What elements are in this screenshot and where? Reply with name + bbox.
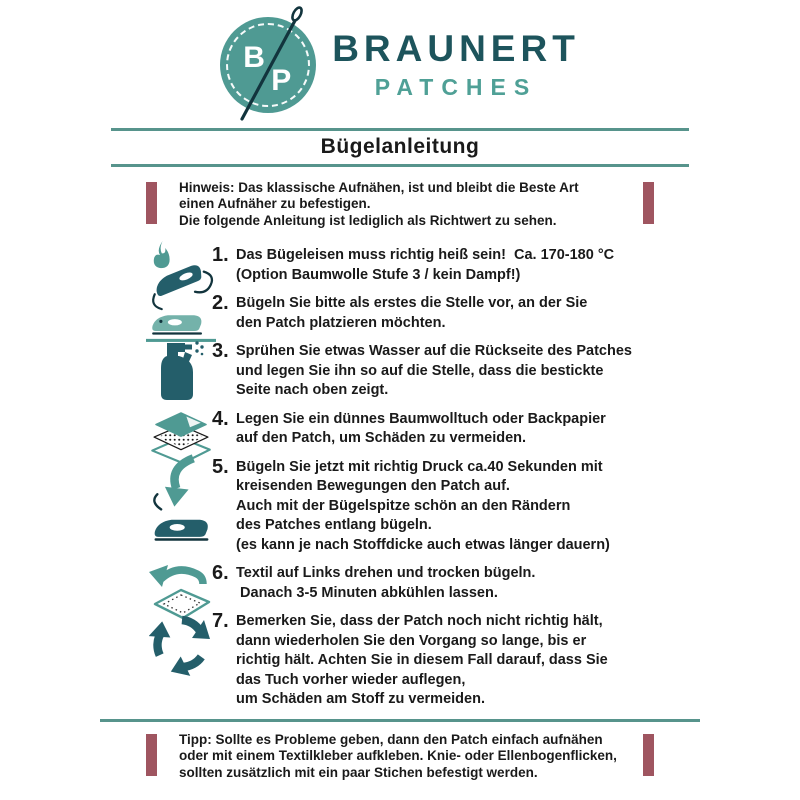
step-text bbox=[236, 246, 614, 285]
needle-icon bbox=[216, 1, 320, 127]
step-line: auf den Patch, um Schäden zu vermeiden. bbox=[236, 430, 527, 447]
step-line: Bügeln Sie jetzt mit richtig Druck ca.40 Sekunden mit bbox=[236, 458, 603, 475]
tipp-line3: sollten zusätzlich mit ein paar Stichen befestigt werden. bbox=[179, 764, 538, 780]
step-line: Bügeln Sie bitte als erstes die Stelle vor, an der Sie bbox=[236, 295, 588, 312]
step-line: (Option Baumwolle Stufe 3 / kein Dampf!) bbox=[236, 266, 521, 283]
step-line: dann wiederholen Sie den Vorgang so lange, bis er bbox=[236, 632, 587, 649]
step-6 bbox=[212, 564, 800, 603]
step-line: Auch mit der Bügelspitze schön an den Rändern bbox=[236, 497, 571, 514]
step-list bbox=[212, 246, 800, 710]
step-1 bbox=[212, 246, 800, 285]
step-line: (es kann je nach Stoffdicke auch etwas länger dauern) bbox=[236, 536, 610, 553]
step-7 bbox=[212, 612, 800, 710]
hinweis-label: Hinweis: bbox=[179, 180, 235, 195]
tipp-right-bar bbox=[643, 734, 654, 776]
step-number: 5. bbox=[212, 455, 229, 478]
step-line: um Schäden am Stoff zu vermeiden. bbox=[236, 691, 485, 708]
step-line: und legen Sie ihn so auf die Stelle, dass die bestickte bbox=[236, 362, 604, 379]
step-text bbox=[236, 410, 606, 449]
step-text bbox=[236, 458, 610, 556]
step-number: 3. bbox=[212, 340, 229, 363]
tipp-label: Tipp: bbox=[179, 731, 212, 747]
tipp-text bbox=[157, 732, 643, 781]
step-line: den Patch platzieren möchten. bbox=[236, 314, 446, 331]
press-iron-icon bbox=[146, 452, 216, 546]
step-line: Legen Sie ein dünnes Baumwolltuch oder Backpapier bbox=[236, 410, 606, 427]
hinweis-line2: einen Aufnäher zu befestigen. bbox=[179, 196, 371, 212]
brand-subname: PATCHES bbox=[374, 73, 538, 100]
spray-bottle-icon bbox=[146, 340, 216, 402]
step-line: Seite nach oben zeigt. bbox=[236, 382, 389, 399]
step-line: Textil auf Links drehen und trocken bügeln. bbox=[236, 565, 536, 582]
step-line: kreisenden Bewegungen den Patch auf. bbox=[236, 478, 510, 495]
step-number: 6. bbox=[212, 562, 229, 585]
tipp-box bbox=[146, 732, 654, 781]
step-line: des Patches entlang bügeln. bbox=[236, 517, 432, 534]
page-title: Bügelanleitung bbox=[320, 135, 480, 158]
tipp-left-bar bbox=[146, 734, 157, 776]
logo-initial-p: P bbox=[271, 64, 292, 97]
step-line: das Tuch vorher wieder auflegen, bbox=[236, 671, 466, 688]
hinweis-box bbox=[146, 180, 654, 229]
step-line: richtig hält. Achten Sie in diesem Fall darauf, dass Sie bbox=[236, 652, 608, 669]
step-text bbox=[236, 342, 632, 401]
brand-name: BRAUNERT bbox=[332, 28, 580, 70]
step-number: 1. bbox=[212, 244, 229, 267]
step-line: Sprühen Sie etwas Wasser auf die Rückseite des Patches bbox=[236, 343, 632, 360]
step-line: Das Bügeleisen muss richtig heiß sein! Ca. 170-180 °C bbox=[236, 247, 615, 264]
step-text bbox=[236, 612, 608, 710]
bottom-divider bbox=[100, 719, 700, 722]
step-5 bbox=[212, 455, 800, 556]
hinweis-text bbox=[157, 180, 643, 229]
title-rule-block bbox=[111, 128, 689, 167]
step-text bbox=[236, 294, 587, 333]
repeat-icon bbox=[146, 612, 216, 676]
step-4 bbox=[212, 407, 800, 449]
brand-logo bbox=[220, 17, 316, 113]
brand-wordmark bbox=[332, 29, 580, 101]
brand-header bbox=[0, 0, 800, 116]
preheat-iron-icon bbox=[146, 288, 216, 346]
hinweis-left-bar bbox=[146, 182, 157, 224]
step-2 bbox=[212, 294, 800, 333]
step-line: Danach 3-5 Minuten abkühlen lassen. bbox=[236, 584, 498, 601]
step-number: 2. bbox=[212, 292, 229, 315]
step-text bbox=[236, 564, 535, 603]
step-number: 7. bbox=[212, 610, 229, 633]
hinweis-line3: Die folgende Anleitung ist lediglich als Richtwert zu sehen. bbox=[179, 212, 557, 228]
step-3 bbox=[212, 342, 800, 401]
step-number: 4. bbox=[212, 407, 229, 430]
hinweis-line1: Das klassische Aufnähen, ist und bleibt die Beste Art bbox=[234, 180, 579, 195]
tipp-line2: oder mit einem Textilkleber aufkleben. Knie- oder Ellenbogenflicken, bbox=[179, 748, 617, 764]
hinweis-right-bar bbox=[643, 182, 654, 224]
step-line: Bemerken Sie, dass der Patch noch nicht richtig hält, bbox=[236, 613, 603, 630]
tipp-line1: Sollte es Probleme geben, dann den Patch einfach aufnähen bbox=[211, 731, 603, 747]
logo-initial-b: B bbox=[243, 41, 265, 74]
